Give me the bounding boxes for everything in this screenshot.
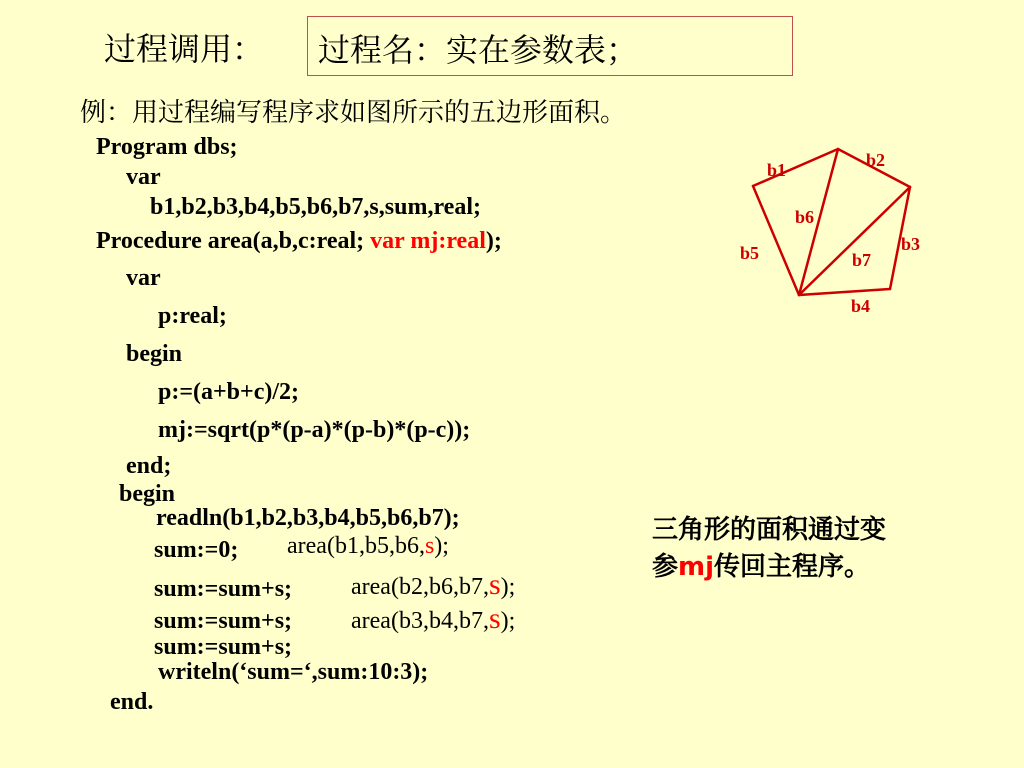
example-text: 例：用过程编写程序求如图所示的五边形面积。	[80, 98, 627, 128]
code-decl-2: p:real;	[158, 303, 227, 329]
code-sum-add-2: sum:=sum+s;	[154, 608, 293, 634]
label-b5: b5	[740, 243, 760, 263]
edge-b5	[753, 186, 799, 295]
code-var-2: var	[126, 265, 161, 291]
edge-b4	[799, 289, 890, 295]
label-b2: b2	[866, 150, 886, 170]
code-sum-add-1: sum:=sum+s;	[154, 576, 293, 602]
code-sum-init: sum:=0;	[154, 537, 239, 563]
call-3-text: area(b3,b4,b7,	[351, 608, 489, 634]
code-end-1: end;	[126, 453, 172, 479]
code-stmt-mj: mj:=sqrt(p*(p-a)*(p-b)*(p-c));	[158, 417, 471, 443]
call-1-s: s	[424, 533, 435, 559]
syntax-text: 过程名：实在参数表；	[318, 31, 639, 69]
code-end-final: end.	[110, 689, 154, 715]
label-b4: b4	[851, 296, 871, 316]
code-sum-add-3: sum:=sum+s;	[154, 634, 293, 660]
call-1-end: );	[434, 533, 449, 559]
label-b7: b7	[852, 250, 872, 270]
proc-head-text: Procedure area(a,b,c:real;	[96, 228, 371, 254]
edge-b7	[799, 187, 910, 295]
note-text-a: 参	[652, 552, 679, 582]
note-line-1: 三角形的面积通过变	[652, 515, 887, 545]
note-text-b: 传回主程序。	[714, 552, 871, 582]
call-1-text: area(b1,b5,b6,	[287, 533, 425, 559]
call-2-s: s	[488, 568, 501, 601]
label-b6: b6	[795, 207, 815, 227]
label-b1: b1	[767, 160, 787, 180]
section-title: 过程调用：	[104, 30, 265, 68]
call-3-end: );	[500, 608, 516, 634]
code-program: Program dbs;	[96, 134, 238, 160]
call-3-s: s	[488, 602, 501, 635]
code-writeln: writeln(‘sum=‘,sum:10:3);	[158, 659, 429, 685]
code-begin-2: begin	[119, 481, 176, 507]
proc-var-param: var mj:real	[370, 228, 486, 254]
code-decl-1: b1,b2,b3,b4,b5,b6,b7,s,sum,real;	[150, 194, 481, 220]
call-2-end: );	[500, 574, 516, 600]
proc-head-end: );	[485, 228, 502, 254]
call-2-text: area(b2,b6,b7,	[351, 574, 489, 600]
note-mj: mj	[678, 552, 715, 582]
code-stmt-p: p:=(a+b+c)/2;	[158, 379, 300, 405]
code-begin-1: begin	[126, 341, 183, 367]
code-readln: readln(b1,b2,b3,b4,b5,b6,b7);	[156, 505, 460, 531]
code-var-1: var	[126, 164, 161, 190]
edge-b1	[753, 149, 838, 186]
label-b3: b3	[901, 234, 921, 254]
